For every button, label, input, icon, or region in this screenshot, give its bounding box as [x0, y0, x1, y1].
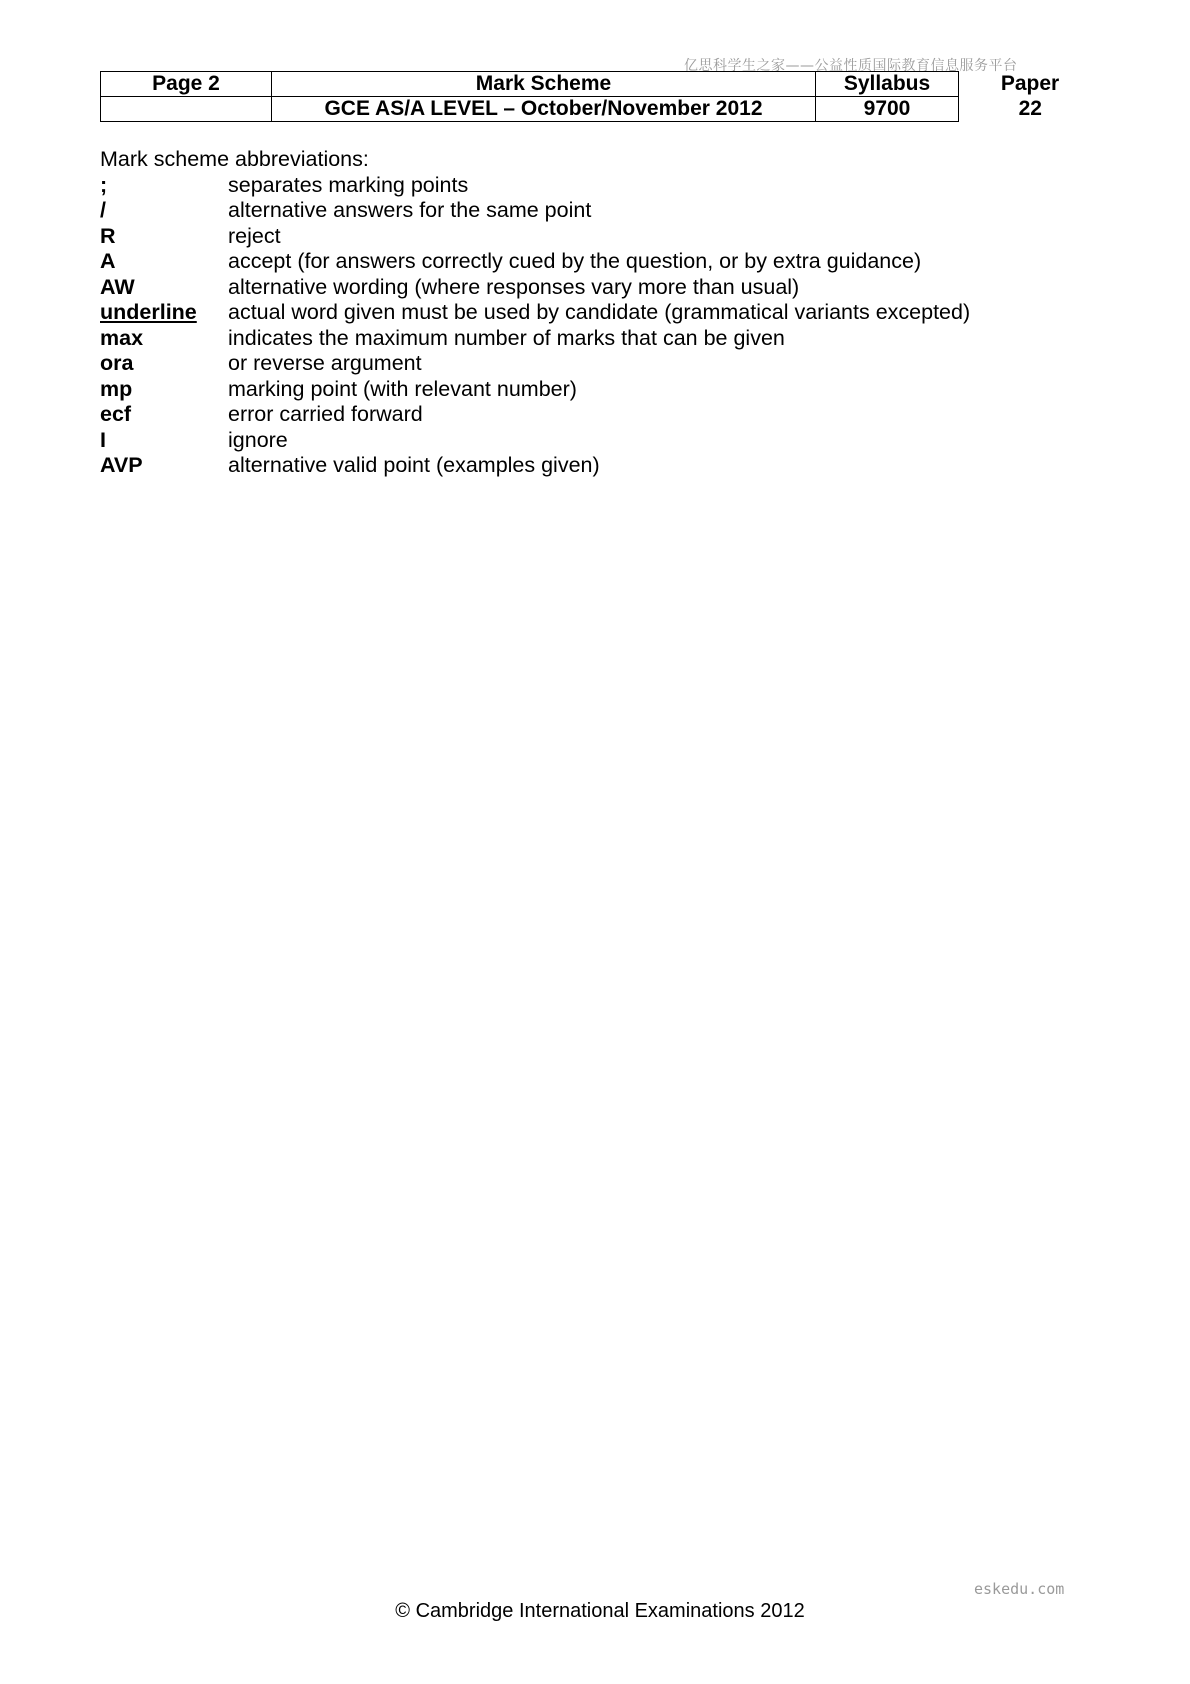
abbrev-definition: indicates the maximum number of marks that can be given — [228, 325, 785, 350]
header-syllabus-code: 9700 — [816, 97, 959, 122]
abbrev-term: I — [100, 427, 106, 452]
abbrev-definition: marking point (with relevant number) — [228, 376, 577, 401]
abbreviations-intro: Mark scheme abbreviations: — [100, 147, 369, 171]
abbrev-term: ; — [100, 172, 108, 197]
abbrev-definition: error carried forward — [228, 402, 423, 426]
abbrev-term: AW — [100, 274, 135, 299]
list-item — [100, 428, 970, 454]
header-mark-scheme: Mark Scheme — [272, 72, 816, 97]
abbrev-term: R — [100, 223, 116, 248]
header-row-2 — [101, 97, 1102, 122]
watermark-bottom: eskedu.com — [974, 1580, 1065, 1598]
abbrev-definition: alternative valid point (examples given) — [228, 453, 600, 477]
header-page: Page 2 — [101, 72, 272, 97]
abbrev-term: ora — [100, 351, 134, 375]
abbreviations-list — [100, 147, 970, 479]
list-item — [100, 275, 970, 301]
header-row-1 — [101, 72, 1102, 97]
list-item — [100, 326, 970, 352]
abbrev-term: AVP — [100, 453, 143, 477]
watermark-top: 亿思科学生之家——公益性质国际教育信息服务平台 — [684, 58, 1018, 74]
list-item — [100, 173, 970, 199]
page-footer: © Cambridge International Examinations 2012 — [395, 1600, 805, 1622]
list-item — [100, 224, 970, 250]
abbrev-term: ecf — [100, 402, 132, 426]
abbrev-term: underline — [100, 300, 197, 324]
list-item — [100, 249, 970, 275]
list-item — [100, 351, 970, 377]
header-table — [100, 71, 1102, 122]
list-item — [100, 300, 970, 326]
header-paper-number: 22 — [1018, 97, 1042, 120]
header-blank — [101, 97, 272, 122]
abbrev-term: max — [100, 325, 144, 350]
abbrev-definition: ignore — [228, 427, 288, 452]
abbrev-term: / — [100, 198, 106, 222]
list-item — [100, 402, 970, 428]
list-item — [100, 198, 970, 224]
abbrev-term: A — [100, 249, 116, 273]
abbrev-definition: separates marking points — [228, 172, 469, 197]
header-paper: Paper — [1000, 72, 1060, 95]
abbrev-definition: alternative wording (where responses vary more than usual) — [228, 274, 800, 299]
list-item — [100, 453, 970, 479]
abbrev-definition: or reverse argument — [228, 351, 422, 375]
abbrev-definition: reject — [228, 223, 281, 248]
abbrev-definition: actual word given must be used by candidate (grammatical variants excepted) — [228, 300, 971, 324]
abbrev-definition: alternative answers for the same point — [228, 198, 592, 222]
header-exam-session: GCE AS/A LEVEL – October/November 2012 — [272, 97, 816, 122]
list-item — [100, 377, 970, 403]
abbrev-definition: accept (for answers correctly cued by the question, or by extra guidance) — [228, 249, 922, 273]
header-syllabus: Syllabus — [816, 72, 959, 97]
abbrev-term: mp — [100, 376, 133, 401]
